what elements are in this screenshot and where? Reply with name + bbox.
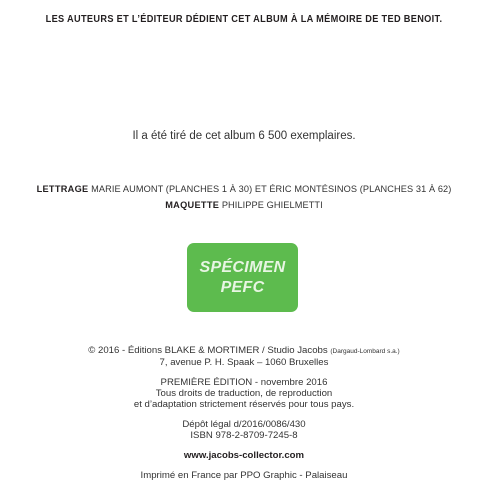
layout-label: MAQUETTE: [165, 200, 220, 210]
lettering-value: MARIE AUMONT (PLANCHES 1 À 30) ET ÉRIC MONTÉSINOS (PLANCHES 31 À 62): [91, 184, 452, 194]
specimen-line-2: PEFC: [220, 278, 265, 296]
layout-credit: [0, 197, 488, 213]
credits-block: [0, 181, 488, 213]
legal-block: [0, 345, 488, 481]
edition-line: PREMIÈRE ÉDITION - novembre 2016: [160, 377, 328, 388]
rights-line-2: et d’adaptation strictement réservés pour tous pays.: [133, 399, 355, 410]
website-link[interactable]: www.jacobs-collector.com: [183, 450, 305, 461]
dedication-text: LES AUTEURS ET L’ÉDITEUR DÉDIENT CET ALBUM À LA MÉMOIRE DE TED BENOIT.: [45, 14, 443, 25]
print-run-text: Il a été tiré de cet album 6 500 exemplaires.: [132, 130, 356, 142]
pefc-specimen-logo: [187, 243, 298, 312]
rights-line-1: Tous droits de traduction, de reproduction: [155, 388, 333, 399]
address-line: 7, avenue P. H. Spaak – 1060 Bruxelles: [159, 357, 329, 368]
layout-value: PHILIPPE GHIELMETTI: [221, 200, 323, 210]
lettering-label: LETTRAGE: [36, 184, 89, 194]
isbn-line: ISBN 978-2-8709-7245-8: [190, 430, 298, 441]
printer-line: Imprimé en France par PPO Graphic - Palaiseau: [140, 470, 348, 481]
copyright-note: (Dargaud-Lombard s.a.): [330, 348, 400, 355]
copyright-line: [0, 345, 488, 357]
deposit-line: Dépôt légal d/2016/0086/430: [182, 419, 306, 430]
copyright-text: © 2016 - Éditions BLAKE & MORTIMER / Studio Jacobs: [88, 345, 328, 356]
lettering-credit: [0, 181, 488, 197]
specimen-line-1: SPÉCIMEN: [199, 258, 286, 276]
